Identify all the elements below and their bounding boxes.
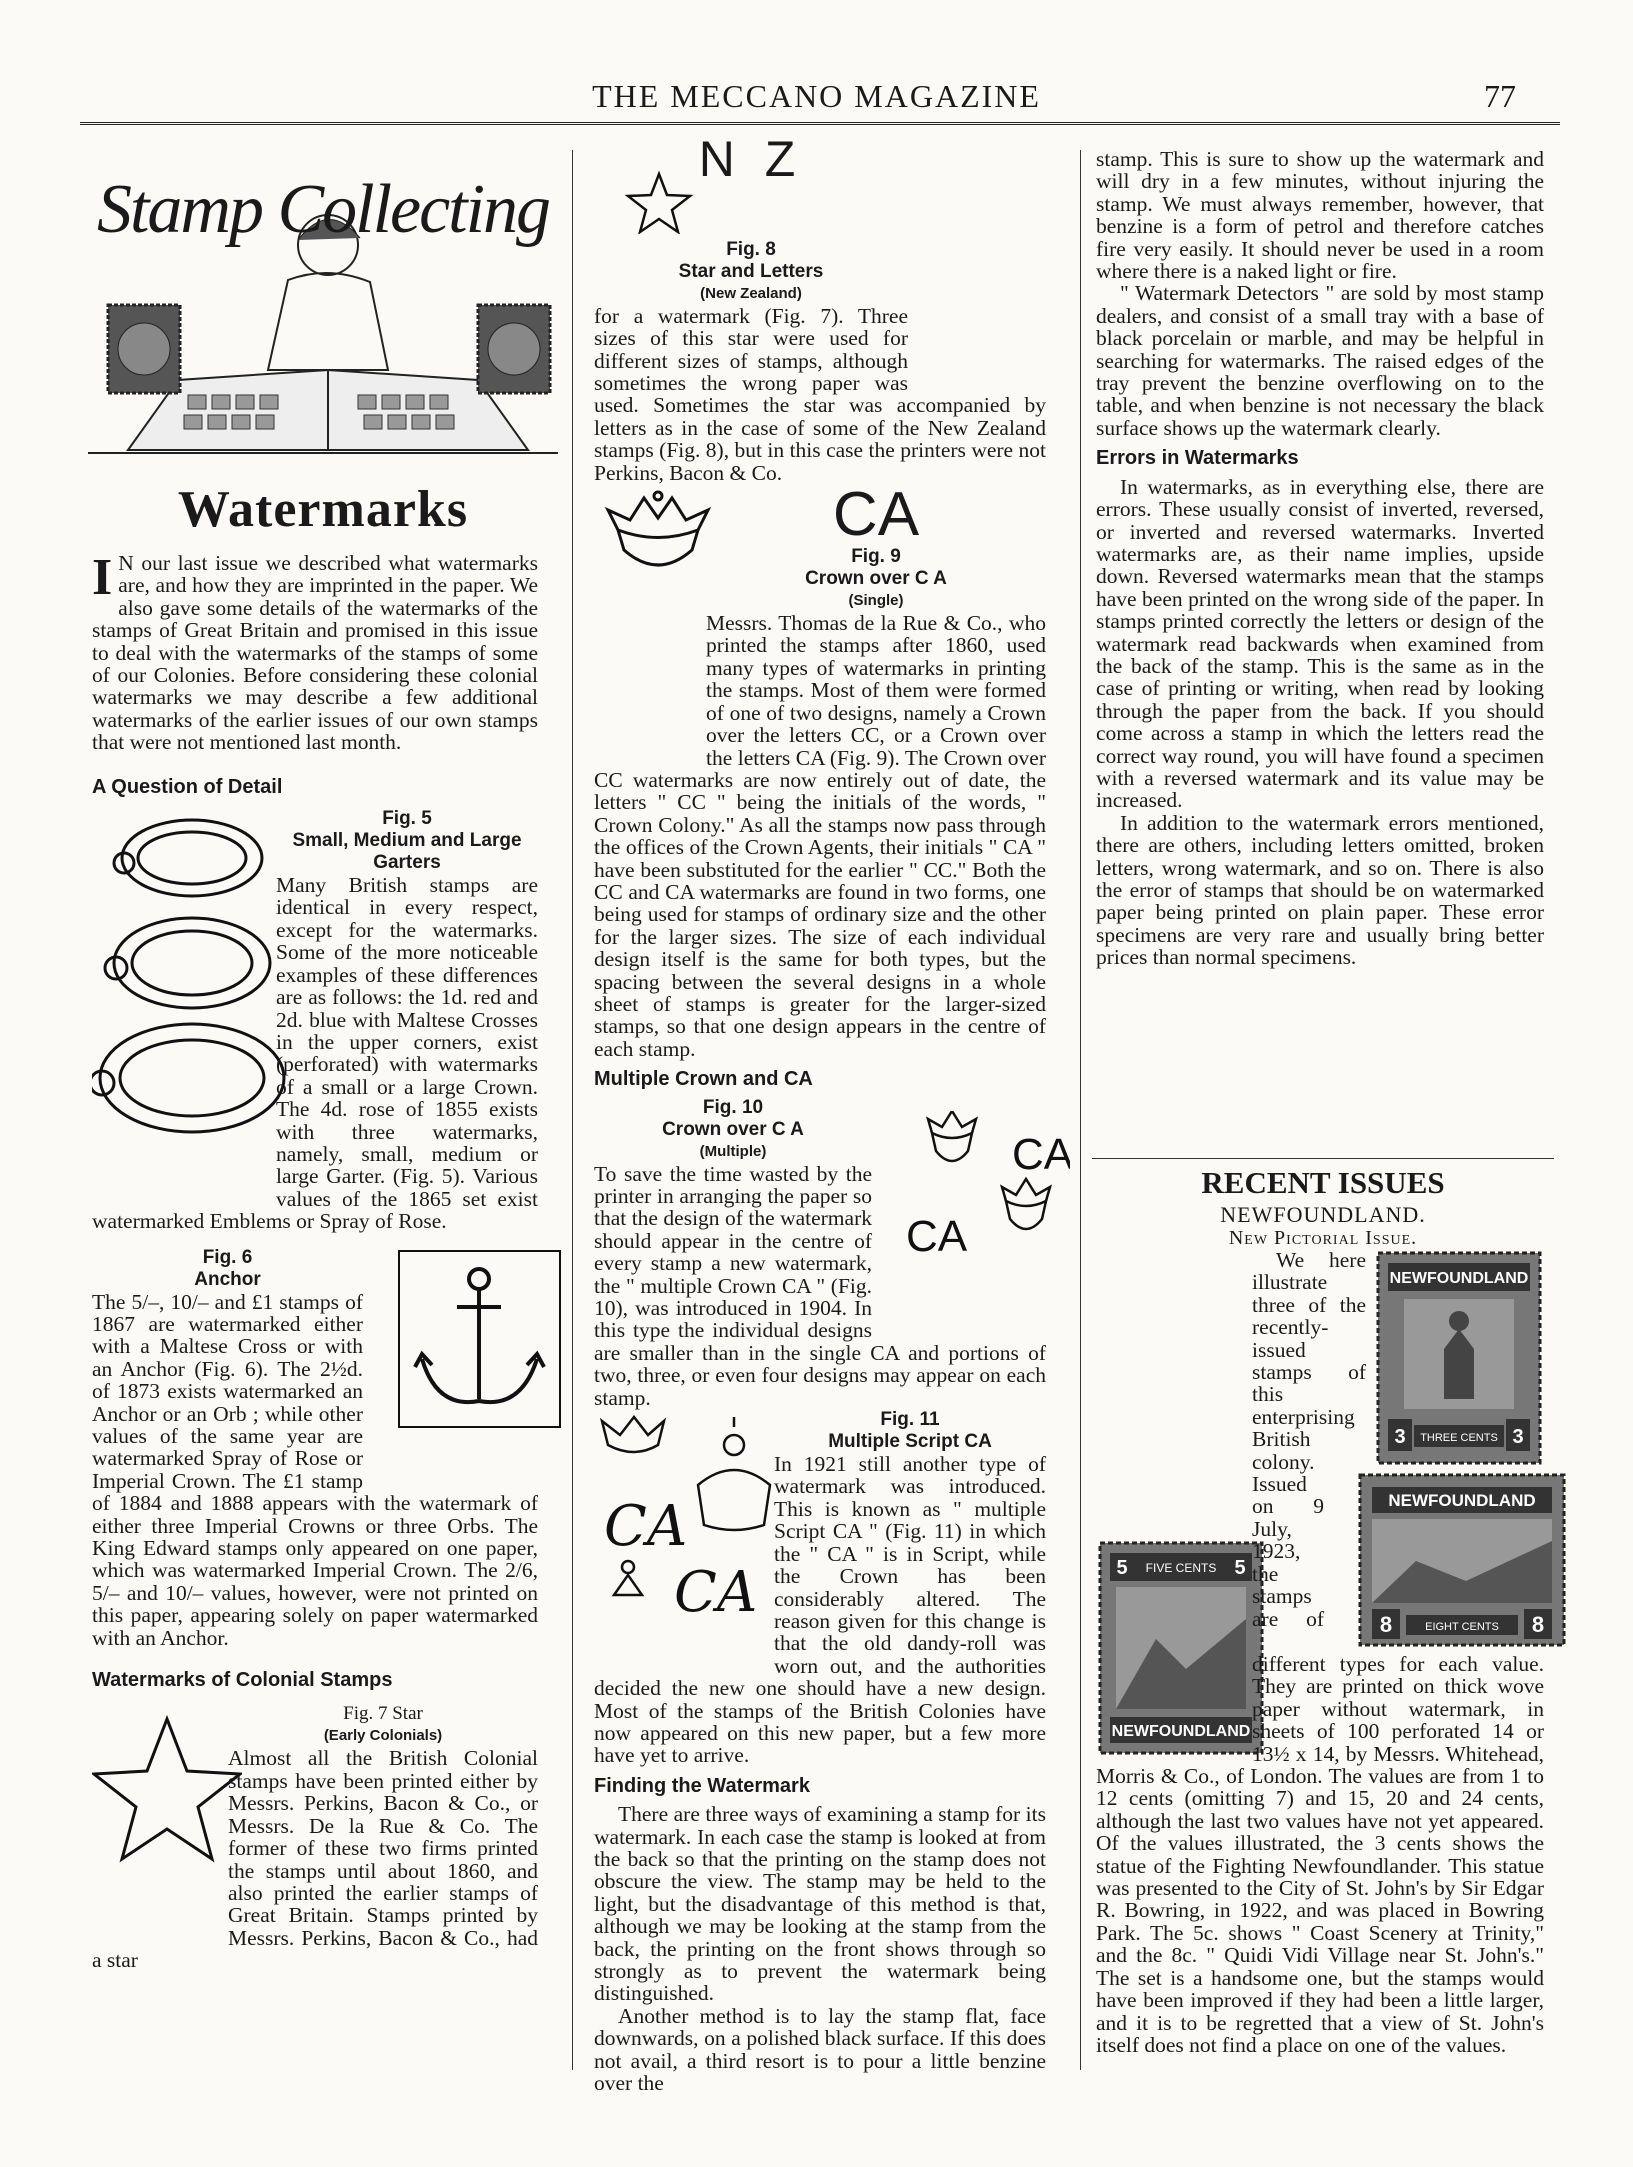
fig11-label: Fig. 11 (880, 1409, 940, 1431)
fig8-subcaption: (New Zealand) (700, 284, 802, 302)
small-star-icon (594, 170, 724, 234)
fig8-block (916, 148, 1046, 388)
recent-issues-text (1096, 1249, 1544, 2056)
stamp-collecting-banner (88, 150, 558, 455)
fig7-caption: (Early Colonials) (323, 1727, 443, 1745)
fig10-block (878, 1111, 1070, 1341)
finding-paragraph-1: There are three ways of examining a stamp for its watermark. In each case the stamp is looked at from the back so that the printing on the stamp does not obscure the view. The stamp may be held to the light, but the disadvantage of this method is that, although we may be looking at the stamp from the back, the printing on the front shows through so strongly as to prevent the watermark being distinguished. (594, 1802, 1046, 2006)
garters-illustration (92, 808, 292, 1138)
fig9-caption: Crown over C A (805, 568, 947, 590)
column-rule-1 (572, 150, 573, 2070)
script-crown-icon (594, 1415, 790, 1615)
stamp-8-country: NEWFOUNDLAND (1388, 1491, 1536, 1510)
section-heading: Errors in Watermarks (1096, 447, 1299, 470)
recent-subtitle: New Pictorial Issue. (1228, 1227, 1418, 1249)
article-title: Watermarks (177, 481, 469, 538)
fig6-label: Fig. 6 (202, 1246, 253, 1268)
fig6-caption: Anchor (194, 1268, 261, 1290)
errors-paragraph-2: In addition to the watermark errors mentioned, there are others, including letters omitted, broken letters, wrong watermark, and so on. There is also the error of stamps that should be on watermarked paper being printed on plain paper. These error specimens are very rare and usually bring better prices than normal specimens. (1096, 810, 1544, 970)
crown-icon (594, 490, 722, 582)
fig9-letters: CA (832, 480, 920, 550)
errors-paragraph-1: In watermarks, as in everything else, there are errors. These usually consist of inverted, reversed, or inverted and reversed watermarks. Inverted watermarks are, as their name implies, upside down. Reversed watermarks mean that the stamps have been printed on the wrong side of the paper. In stamps printed correctly the letters or design of the watermark read backwards when examined from the back of the stamp. This is the same as in the case of printing or writing, when read by looking through the paper from the back. If you should come across a stamp in which the letters read the correct way round, you will have found a specimen with a reversed watermark and its value may be increased. (1096, 474, 1544, 813)
stamp-3-value-right: 3 (1512, 1426, 1524, 1448)
stamp-3-value-left: 3 (1394, 1426, 1406, 1448)
finding-paragraph-2: Another method is to lay the stamp flat, face downwards, on a polished black surface. If this does not avail, a third resort is to pour a little benzine over the (594, 2003, 1046, 2096)
intro-paragraph: I N our last issue we described what watermarks are, and how they are imprinted in the paper. We also gave some details of the watermarks of the stamps of Great Britain and promised in this issue to deal with the watermarks of the stamps of some of our Colonies. Before considering these colonial watermarks we may describe a few additional watermarks of the earlier issues of our own stamps that were not mentioned last month. (92, 549, 538, 755)
fig7-label: Fig. 7 Star (343, 1703, 423, 1725)
fig11-caption: Multiple Script CA (828, 1431, 992, 1453)
detectors-paragraph: " Watermark Detectors " are sold by most stamp dealers, and consist of a small tray with a base of black porcelain or marble, and may be helpful in searching for watermarks. The raised edges of the tray prevent the benzine overflowing on to the table, and when benzine is not necessary the black surface shows up the watermark clearly. (1096, 281, 1544, 440)
recent-paragraph: 5 5 FIVE CENTS NEWFOUNDLAND NEWFOUNDLAND 8 8 EIGHT CENTS We here illustrate three of the recently-issued stamps of this enterprising British colony. Issued on 9 July, 1923, the stamps are of different types for each value. They are printed on thick wove paper without watermark, in sheets of 100 perforated 14 or 13½ x 14, by Messrs. Whitehead, Morris & Co., of London. The values are from 1 to 12 cents (omitting 7) and 15, 20 and 24 cents, although the last two values have not yet appeared. Of the values illustrated, the 3 cents shows the statue of the Fighting Newfoundlander. This statue was presented to the City of St. John's by Sir Edgar R. Bowring, in 1922, and was placed in Bowring Park. The 5c. shows " Coast Scenery at Trinity," and the 8c. " Quidi Vidi Village near St. John's." The set is a handsome one, but the stamps would have been improved if they had been a little larger, and it is to be regretted that a view of St. John's itself does not find a place on one of the values. (1096, 1249, 1544, 2056)
anchor-illustration (397, 1249, 562, 1429)
fig10-caption: Crown over C A (662, 1118, 804, 1140)
section-divider (1092, 1158, 1554, 1159)
drop-cap: I (92, 549, 113, 606)
fig8-letters: N Z (698, 131, 804, 187)
stamp-8-value-right: 8 (1531, 1612, 1545, 1637)
stamp-8-cents (1332, 1471, 1544, 1649)
fig11-block (570, 1415, 766, 1665)
star-illustration (92, 1709, 242, 1869)
section-heading: Multiple Crown and CA (594, 1068, 813, 1091)
stamp-5-value-left: 5 (1116, 1557, 1128, 1579)
stamp-5-country: NEWFOUNDLAND (1111, 1723, 1251, 1740)
fig7-block (68, 1709, 218, 1929)
fig11-script-ca-2: CA (674, 1560, 758, 1616)
banner-title: Stamp Collecting (96, 171, 550, 248)
fig5-block (68, 808, 268, 1198)
fig5-label: Fig. 5 (382, 808, 432, 830)
stamp-3-country: NEWFOUNDLAND (1389, 1270, 1529, 1287)
fig8-caption: Star and Letters (678, 260, 824, 282)
column-1-text: I N our last issue we described what watermarks are, and how they are imprinted in the paper. We also gave some details of the watermarks of the stamps of Great Britain and promised in this issue to deal with the watermarks of the stamps of some of our Colonies. Before considering these colonial watermarks we may describe a few additional watermarks of the earlier issues of our own stamps that were not mentioned last month. A Question of Detail Fig. 5 Small, Medium and Large Garters Many British stamps are identical in every respect, except for the watermarks. Some of the more noticeable examples of these differences are as follows: the 1d. red and 2d. blue with Maltese Crosses in the upper corners, exist (perforated) with watermarks of a small or a large Crown. The 4d. rose of 1855 exists with three watermarks, namely, small, medium or large Garter. (Fig. 5). Various values of the 1865 set exist watermarked Emblems or Spray of Rose. Fig. 6 Anchor The 5/–, 10/– and £1 stamps of 1867 are watermarked either with a Maltese Cross or with an Anchor (Fig. 6). The 2½d. of 1873 exists watermarked an Anchor or an Orb ; while other values of the same year are watermarked Spray of Rose or Imperial Crown. The £1 stamp of 1884 and 1888 appears with the watermark of either three Imperial Crowns or three Orbs. The King Edward stamps only appeared on one paper, which was watermarked Imperial Crown. The 2/6, 5/– and 10/– values, however, were not printed on this paper, appearing solely on paper watermarked with an Anchor. Watermarks of Colonial Stamps Fig. 7 Star (Early Colonials) Almost all the British Colonial stamps have been printed either by Messrs. Perkins, Bacon & Co., or Messrs. De la Rue & Co. The former of these two firms printed the stamps until about 1860, and also printed the earlier stamps of Great Britain. Stamps printed by Messrs. Perkins, Bacon & Co., had a star (92, 552, 538, 1972)
stamp-3-image (1374, 1249, 1544, 1467)
section-heading: Watermarks of Colonial Stamps (92, 1669, 393, 1692)
recent-country: NEWFOUNDLAND. (1220, 1202, 1426, 1227)
fig10-ca-bottom: CA (906, 1211, 968, 1261)
fig8-label: Fig. 8 (726, 238, 776, 260)
benzine-paragraph: stamp. This is sure to show up the watermark and will dry in a few minutes, without injuring the stamp. We must always remember, however, that benzine is a form of petrol and therefore catches fire very easily. It should never be used in a room where there is a naked light or fire. (1096, 147, 1544, 284)
stamp-5-cents (1072, 1539, 1251, 1757)
column-2-text: N Z Fig. 8 Star and Letters (New Zealand) for a watermark (Fig. 7). Three sizes of this star were used for different sizes of stamps, although sometimes the wrong paper was used. Sometimes the star was accompanied by letters as in the case of some of the New Zealand stamps (Fig. 8), but in this case the printers were not Perkins, Bacon & Co. CA Fig. 9 Crown over C A (Single) Messrs. Thomas de la Rue & Co., who printed the stamps after 1860, used many types of watermarks in printing the stamps. Most of them were formed of one of two designs, namely a Crown over the letters CC, or a Crown over the letters CA (Fig. 9). The Crown over CC watermarks are now entirely out of date, the letters " CC " being the initials of the words, " Crown Colony." As all the stamps now pass through the offices of the Crown Agents, their initials " CA " have been substituted for the earlier " CC." Both the CC and CA watermarks are found in two forms, one being used for stamps of ordinary size and the other for the larger sizes. The size of each individual design itself is the same for both types, but the spacing between the several designs in a whole sheet of stamps is greater for the larger-sized stamps, so that one design appears in the centre of each stamp. Multiple Crown and CA CA CA Fig. 10 Crown over C A (Multiple) To save the time wasted by the printer in arranging the paper so that the design of the watermark should appear in the centre of every stamp a new watermark, the " multiple Crown CA " (Fig. 10), was introduced in 1904. In this type the individual designs are smaller than in the single CA and portions of two, three, or even four designs may appear on each stamp. CA CA Fig. 11 Multiple Script CA In 1921 still another type of watermark was introduced. This is known as " multiple Script CA " (Fig. 11) in which the " CA " is in Script, while the Crown has been considerably altered. The reason given for this change is that the old dandy-roll was worn out, and the authorities decided the new one should have a new design. Most of the stamps of the British Colonies have now appeared on this new paper, but a few more have yet to arrive. Finding the Watermark There are three ways of examining a stamp for its watermark. In each case the stamp is looked at from the back so that the printing on the stamp does not obscure the view. The stamp may be held to the light, but the disadvantage of this method is that, although we may be looking at the stamp from the back, the printing on the front shows through so strongly as to prevent the watermark being distinguished. Another method is to lay the stamp flat, face downwards, on a polished black surface. If this does not avail, a third resort is to pour a little benzine over the (594, 148, 1046, 2094)
header-rule (80, 122, 1560, 129)
stamp-5-image (1096, 1539, 1266, 1757)
stamp-8-value-left: 8 (1379, 1612, 1393, 1637)
stamp-3-denomination: THREE CENTS (1420, 1432, 1498, 1444)
section-heading: A Question of Detail (92, 775, 283, 798)
fig9-block (570, 490, 698, 755)
stamp-8-image (1356, 1471, 1568, 1649)
recent-issues-title: RECENT ISSUES (1201, 1165, 1445, 1200)
section-heading: Finding the Watermark (594, 1774, 810, 1797)
fig10-ca-top: CA (1012, 1129, 1070, 1179)
column-rule-2 (1080, 150, 1081, 2070)
fig5-caption: Small, Medium and Large Garters (292, 830, 522, 874)
magazine-title: THE MECCANO MAGAZINE (592, 78, 1041, 114)
column-3-text (1096, 148, 1544, 969)
stamp-3-cents (1374, 1249, 1544, 1467)
fig11-script-ca-1: CA (604, 1494, 688, 1560)
fig10-subcaption: (Multiple) (699, 1142, 767, 1160)
fig10-label: Fig. 10 (702, 1096, 764, 1118)
page-number: 77 (1484, 78, 1516, 114)
stamp-8-denomination: EIGHT CENTS (1425, 1621, 1499, 1633)
fig6-block (373, 1249, 538, 1479)
stamp-5-denomination: FIVE CENTS (1145, 1561, 1217, 1575)
stamp-5-value-right: 5 (1234, 1557, 1246, 1579)
multiple-crown-icon (902, 1111, 1070, 1276)
fig9-label: Fig. 9 (851, 546, 901, 568)
fig9-subcaption: (Single) (848, 592, 904, 610)
